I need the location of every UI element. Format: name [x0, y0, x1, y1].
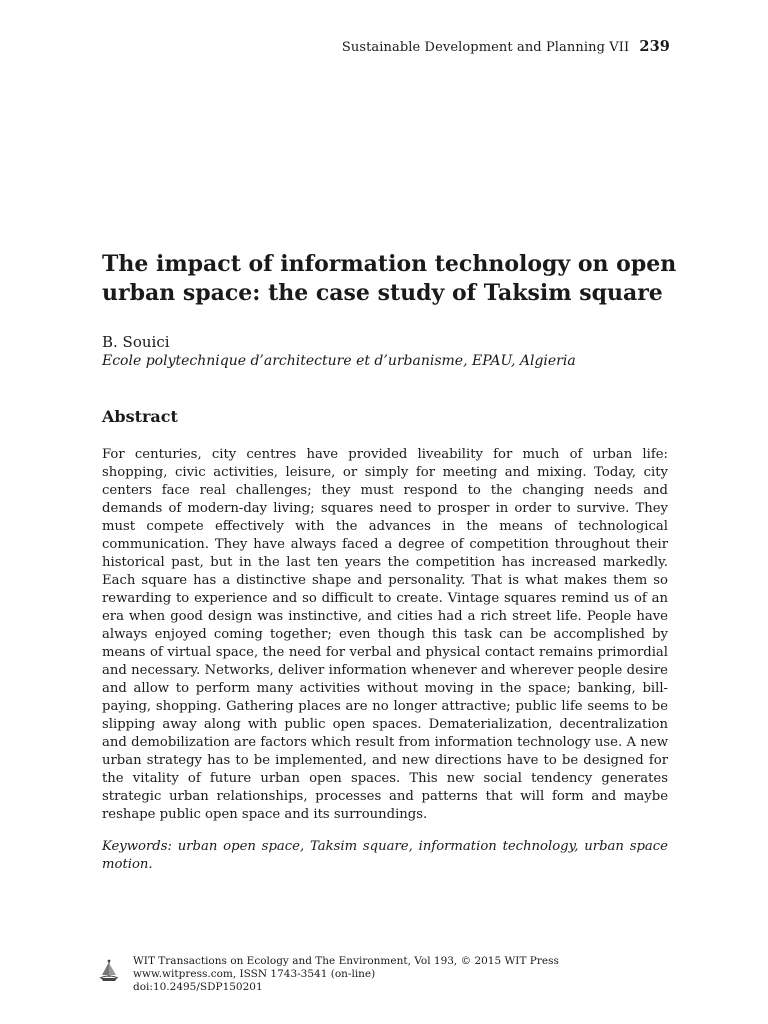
abstract-heading: Abstract — [102, 407, 178, 426]
wit-press-logo-icon — [98, 958, 120, 982]
footer-citation — [133, 955, 559, 994]
abstract-text: For centuries, city centres have provided liveability for much of urban life: shopping, civic activities, leisure, or simply for meeting and mixing. Today, city centers face real challenges; they must respond to the changing needs and demands of modern-day living; squares need to prosper in order to survive. They must compete effectively with the advances in the means of technological communication. They have always faced a degree of competition throughout their historical past, but in the last ten years the competition has increased markedly. Each square has a distinctive shape and personality. That is what makes them so rewarding to experience and so difficult to create. Vintage squares remind us of an era when good design was instinctive, and cities had a rich street life. People have always enjoyed coming together; even though this task can be accomplished by means of virtual space, the need for verbal and physical contact remains primordial and necessary. Networks, deliver information whenever and wherever people desire and allow to perform many activities without moving in the space; banking, bill-paying, shopping. Gathering places are no longer attractive; public life seems to be slipping away along with public open spaces. Dematerialization, decentralization and demobilization are factors which result from information technology use. A new urban strategy has to be implemented, and new directions have to be designed for the vitality of future urban open spaces. This new social tendency generates strategic urban relationships, processes and patterns that will form and maybe reshape public open space and its surroundings. — [102, 447, 668, 822]
journal-name: Sustainable Development and Planning VII — [341, 40, 630, 55]
running-head — [102, 38, 670, 55]
keywords: Keywords: urban open space, Taksim square, information technology, urban space motion. — [102, 839, 668, 872]
page-number: 239 — [639, 38, 670, 55]
paper-title: The impact of information technology on open urban space: the case study of Taksim square — [102, 251, 677, 306]
footer-line-1: WIT Transactions on Ecology and The Environment, Vol 193, © 2015 WIT Press — [133, 955, 559, 967]
footer-line-3: doi:10.2495/SDP150201 — [133, 981, 263, 993]
author-name: B. Souici — [102, 333, 170, 351]
footer-line-2: www.witpress.com, ISSN 1743-3541 (on-line) — [133, 968, 376, 980]
author-affiliation: Ecole polytechnique d’architecture et d’urbanisme, EPAU, Algieria — [102, 353, 576, 369]
